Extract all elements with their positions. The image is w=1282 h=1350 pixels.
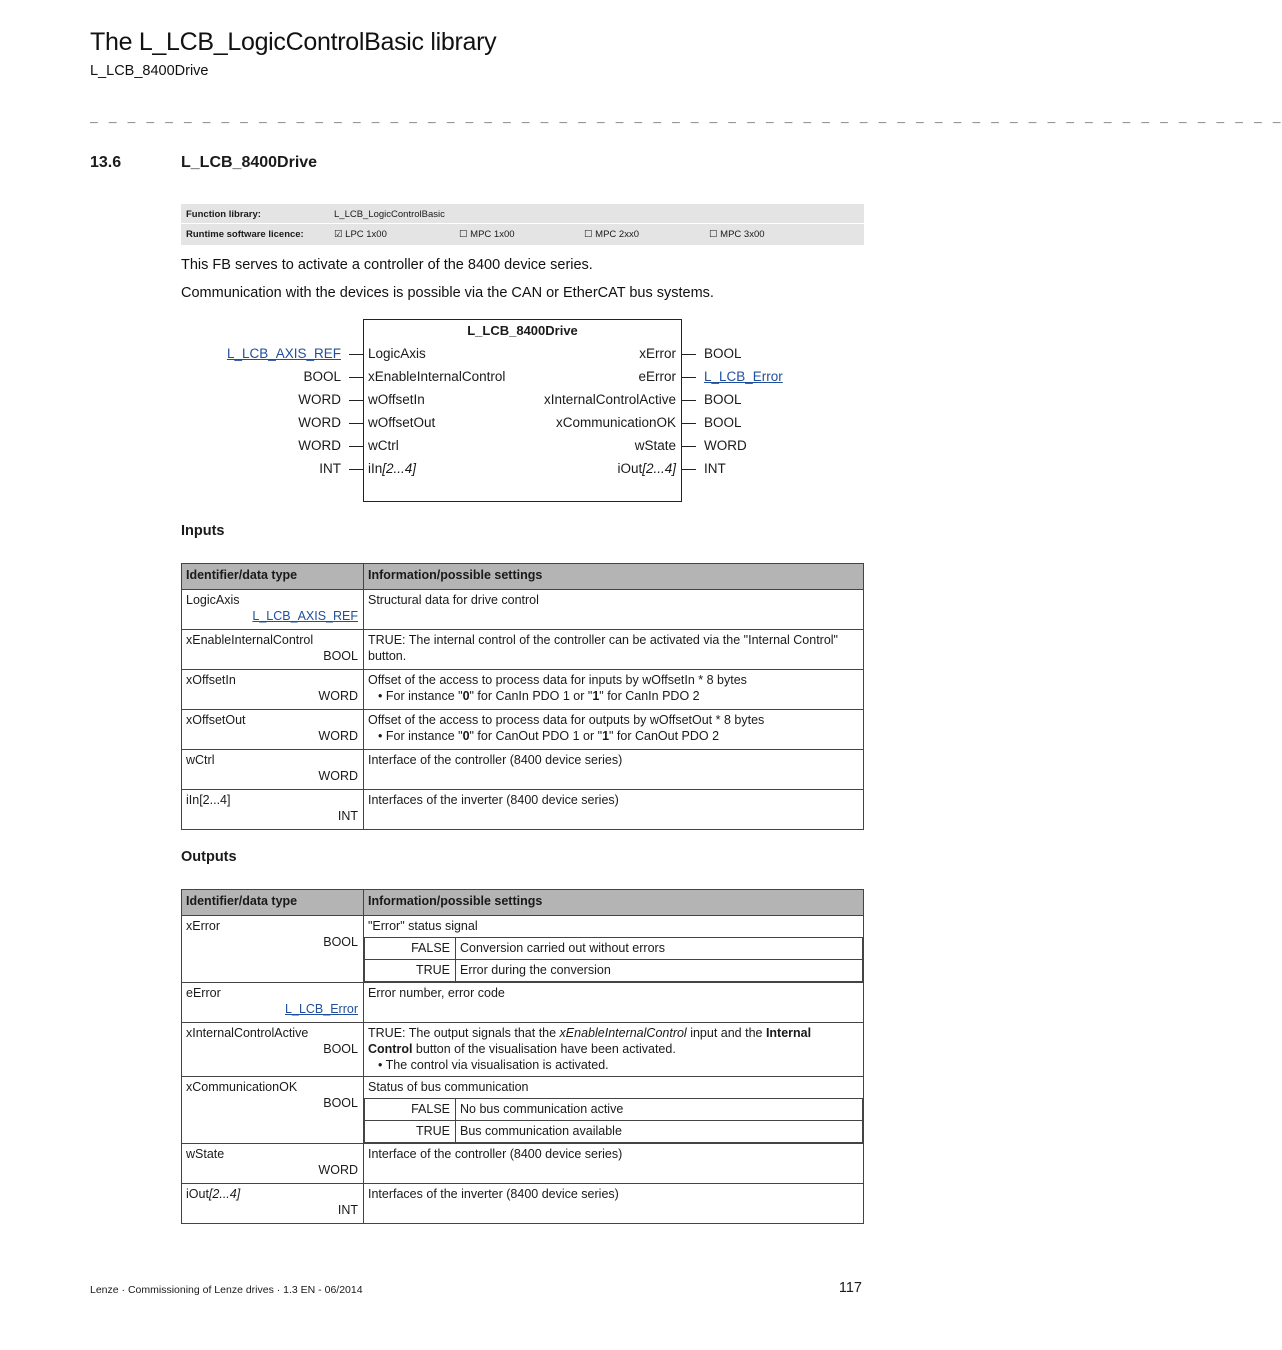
page-number: 117	[838, 1280, 862, 1296]
output-wire	[682, 400, 696, 401]
input-type: WORD	[298, 415, 341, 430]
input-wire	[349, 469, 363, 470]
function-library-value: L_LCB_LogicControlBasic	[334, 209, 445, 220]
data-type-link[interactable]: L_LCB_Error	[285, 1002, 358, 1016]
info: TRUE: The output signals that the xEnableInternalControl input and the Internal Control button of the visualisation have been activated.	[368, 1026, 812, 1056]
intro-paragraph: Communication with the devices is possible via the CAN or EtherCAT bus systems.	[181, 285, 714, 301]
function-block-name: L_LCB_8400Drive	[467, 323, 578, 338]
data-type: BOOL	[323, 649, 358, 663]
identifier: iIn[2...4]	[186, 793, 231, 807]
data-type: BOOL	[323, 1042, 358, 1056]
input-pin: wOffsetIn	[368, 392, 425, 407]
data-type: WORD	[318, 1163, 358, 1177]
data-type-link[interactable]: L_LCB_AXIS_REF	[252, 609, 358, 623]
value-row	[365, 1099, 863, 1121]
identifier: LogicAxis	[186, 593, 240, 607]
input-type-link[interactable]: L_LCB_AXIS_REF	[226, 346, 341, 361]
input-pin: xEnableInternalControl	[368, 369, 506, 384]
table-row	[182, 1077, 864, 1144]
input-wire	[349, 354, 363, 355]
identifier: xEnableInternalControl	[186, 633, 314, 647]
output-wire	[682, 377, 696, 378]
output-type: BOOL	[704, 415, 742, 430]
value: TRUE	[365, 960, 456, 982]
identifier: xOffsetIn	[186, 673, 236, 687]
table-row	[182, 1144, 864, 1184]
value-description: Conversion carried out without errors	[456, 938, 863, 960]
output-wire	[682, 446, 696, 447]
bullet-item: • The control via visualisation is activated.	[378, 1058, 609, 1072]
identifier: xError	[186, 919, 221, 933]
table-row	[182, 670, 864, 710]
table-row	[182, 790, 864, 830]
library-info-box	[181, 204, 864, 245]
col-header-identifier: Identifier/data type	[182, 890, 364, 916]
output-wire	[682, 469, 696, 470]
output-pin: eError	[638, 369, 676, 384]
inputs-heading: Inputs	[181, 523, 225, 539]
licence-label: Runtime software licence:	[186, 229, 304, 240]
value-table	[364, 1098, 863, 1143]
output-pin: xError	[639, 346, 676, 361]
value-table	[364, 937, 863, 982]
table-row	[182, 710, 864, 750]
section-number: 13.6	[90, 154, 122, 171]
value-row	[365, 960, 863, 982]
value: FALSE	[365, 1099, 456, 1121]
value-row	[365, 1121, 863, 1143]
output-type-link[interactable]: L_LCB_Error	[704, 369, 783, 384]
col-header-identifier: Identifier/data type	[182, 564, 364, 590]
licence-lpc1x00: ☑ LPC 1x00	[334, 229, 387, 240]
identifier: wCtrl	[186, 753, 215, 767]
pin-index: [2...4]	[642, 461, 676, 476]
table-row	[182, 750, 864, 790]
pin-index: [2...4]	[382, 461, 417, 476]
data-type: BOOL	[323, 1096, 358, 1110]
output-pin: xInternalControlActive	[543, 392, 676, 407]
identifier: xCommunicationOK	[186, 1080, 298, 1094]
page-title: The L_LCB_LogicControlBasic library	[90, 28, 497, 56]
data-type: BOOL	[323, 935, 358, 949]
output-pin: wState	[634, 438, 676, 453]
output-wire	[682, 354, 696, 355]
input-wire	[349, 377, 363, 378]
table-row	[182, 916, 864, 983]
section-title: L_LCB_8400Drive	[181, 154, 318, 171]
input-type: WORD	[298, 392, 341, 407]
table-header-row	[182, 890, 864, 916]
input-pin	[368, 460, 416, 478]
page-subtitle: L_LCB_8400Drive	[90, 63, 209, 79]
value-description: Bus communication available	[456, 1121, 863, 1143]
input-pin: LogicAxis	[368, 346, 426, 361]
data-type: WORD	[318, 689, 358, 703]
input-wire	[349, 400, 363, 401]
info: Offset of the access to process data for inputs by wOffsetIn * 8 bytes	[368, 673, 747, 687]
data-type: INT	[337, 809, 358, 823]
pin-name: iIn	[368, 461, 383, 476]
col-header-info: Information/possible settings	[364, 890, 864, 916]
footer-text: Lenze · Commissioning of Lenze drives · 1.3 EN - 06/2014	[90, 1284, 363, 1296]
table-row	[182, 630, 864, 670]
input-pin: wOffsetOut	[368, 415, 436, 430]
info: Offset of the access to process data for outputs by wOffsetOut * 8 bytes	[368, 713, 765, 727]
input-wire	[349, 446, 363, 447]
data-type: WORD	[318, 769, 358, 783]
outputs-heading: Outputs	[181, 849, 237, 865]
data-type: INT	[337, 1203, 358, 1217]
table-row	[182, 983, 864, 1023]
value: FALSE	[365, 938, 456, 960]
output-type: INT	[704, 461, 726, 476]
library-row	[181, 204, 864, 224]
input-wire	[349, 423, 363, 424]
value: TRUE	[365, 1121, 456, 1143]
licence-mpc2xx0: ☐ MPC 2xx0	[584, 229, 639, 240]
input-type: BOOL	[303, 369, 341, 384]
output-pin: xCommunicationOK	[555, 415, 676, 430]
table-header-row	[182, 564, 864, 590]
function-library-label: Function library:	[186, 209, 261, 220]
input-type: WORD	[298, 438, 341, 453]
output-type: WORD	[704, 438, 747, 453]
info: Status of bus communication	[368, 1080, 529, 1094]
info: Error number, error code	[364, 983, 864, 1023]
identifier: xInternalControlActive	[186, 1026, 309, 1040]
table-row	[182, 1023, 864, 1077]
identifier: eError	[186, 986, 221, 1000]
table-row	[182, 590, 864, 630]
licence-row	[181, 224, 864, 244]
info: "Error" status signal	[368, 919, 478, 933]
inputs-table	[181, 563, 864, 830]
info: Interface of the controller (8400 device series)	[364, 750, 864, 790]
bullet-item: • For instance "0" for CanIn PDO 1 or "1" for CanIn PDO 2	[378, 689, 700, 703]
value-row	[365, 938, 863, 960]
identifier: iOut[2...4]	[186, 1187, 241, 1201]
licence-mpc3x00: ☐ MPC 3x00	[709, 229, 765, 240]
info: Structural data for drive control	[364, 590, 864, 630]
intro-paragraph: This FB serves to activate a controller of the 8400 device series.	[181, 257, 593, 273]
info: TRUE: The internal control of the controller can be activated via the "Internal Control" button.	[364, 630, 864, 670]
table-row	[182, 1184, 864, 1224]
info: Interface of the controller (8400 device series)	[364, 1144, 864, 1184]
data-type: WORD	[318, 729, 358, 743]
input-pin: wCtrl	[368, 438, 399, 453]
output-type: BOOL	[704, 392, 742, 407]
output-wire	[682, 423, 696, 424]
output-type: BOOL	[704, 346, 742, 361]
info: Interfaces of the inverter (8400 device series)	[364, 1184, 864, 1224]
value-description: Error during the conversion	[456, 960, 863, 982]
bullet-item: • For instance "0" for CanOut PDO 1 or "1" for CanOut PDO 2	[378, 729, 720, 743]
licence-mpc1x00: ☐ MPC 1x00	[459, 229, 515, 240]
input-type: INT	[319, 461, 341, 476]
value-description: No bus communication active	[456, 1099, 863, 1121]
identifier: wState	[186, 1147, 225, 1161]
col-header-info: Information/possible settings	[364, 564, 864, 590]
outputs-table	[181, 889, 864, 1224]
output-pin	[617, 460, 676, 478]
pin-name: iOut	[617, 461, 643, 476]
header-rule: _ _ _ _ _ _ _ _ _ _ _ _ _ _ _ _ _ _ _ _ _ _ _ _ _ _ _ _ _ _ _ _ _ _ _ _ _ _ _ _ _ _ _ _ _ _ _ _ _ _ _ _ _ _ _ _ _ _ _ _ _ _ _ _	[90, 109, 1282, 124]
info: Interfaces of the inverter (8400 device series)	[364, 790, 864, 830]
identifier: xOffsetOut	[186, 713, 246, 727]
